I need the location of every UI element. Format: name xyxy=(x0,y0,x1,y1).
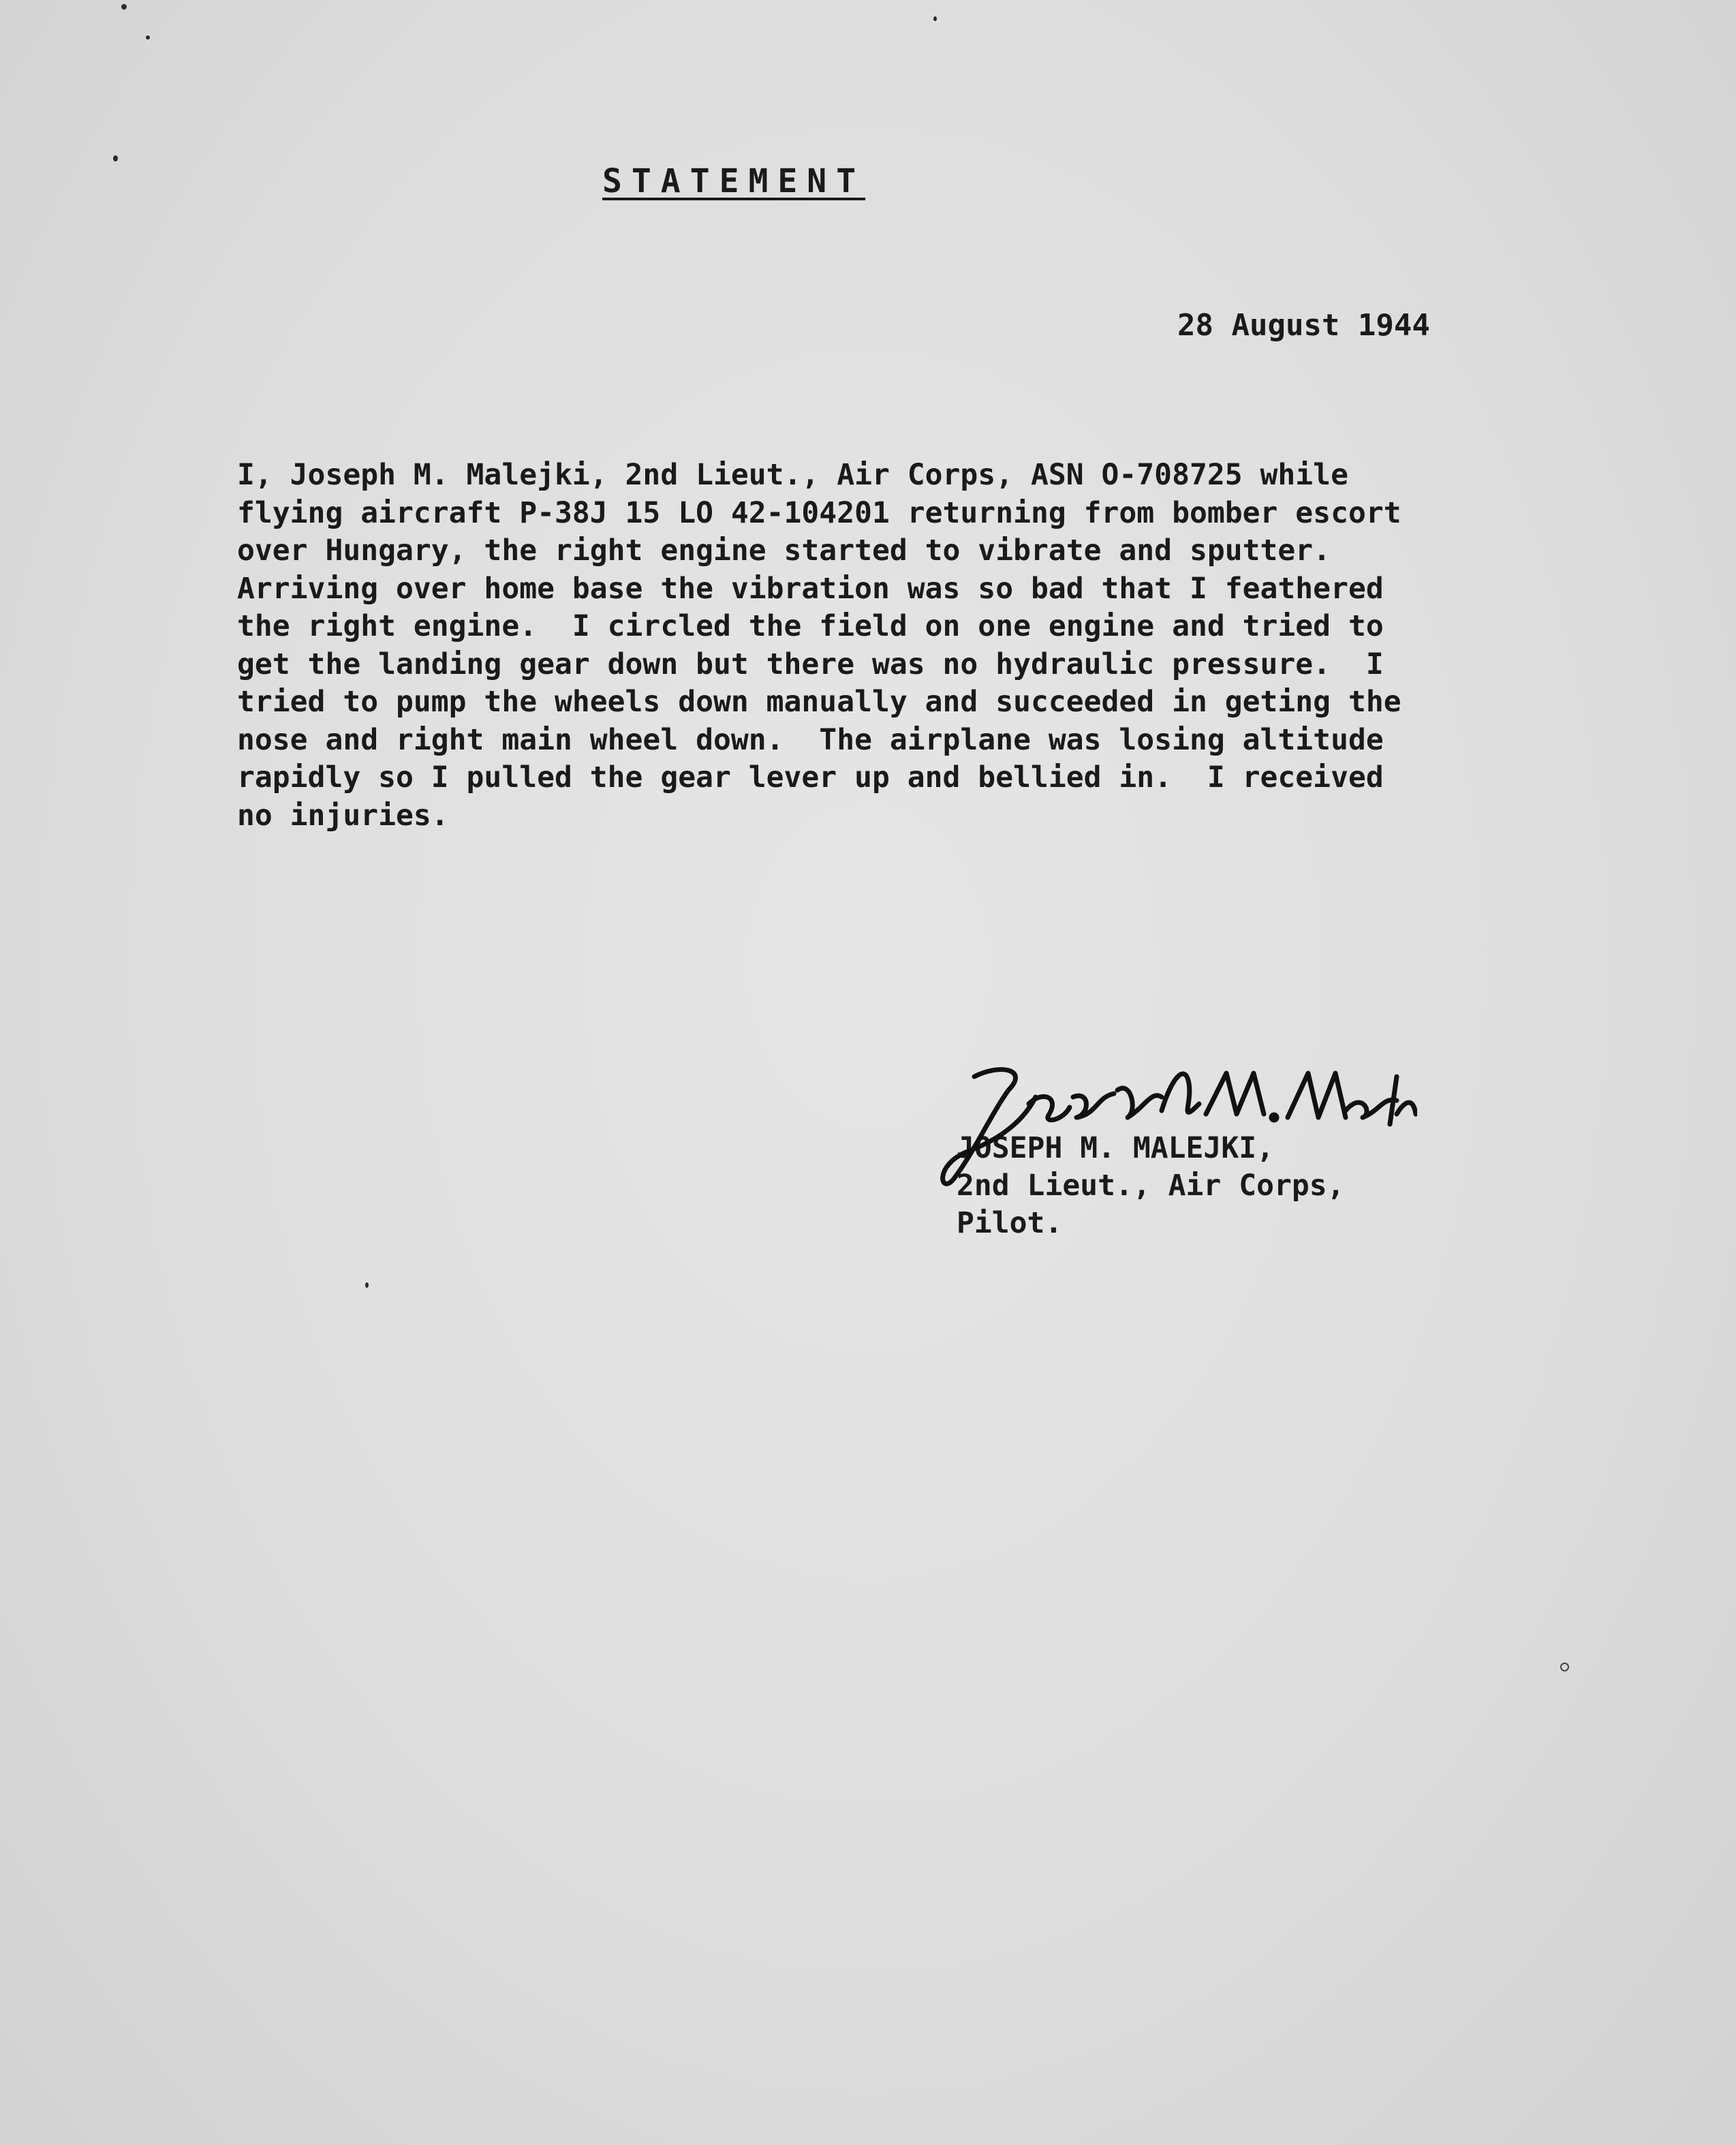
body-line: I, Joseph M. Malejki, 2nd Lieut., Air Corps, ASN O-708725 while xyxy=(237,458,1348,492)
paper-speck xyxy=(146,35,150,40)
body-line: nose and right main wheel down. The airplane was losing altitude xyxy=(237,722,1384,757)
body-line: get the landing gear down but there was no hydraulic pressure. I xyxy=(237,647,1384,681)
paper-speck xyxy=(1560,1663,1569,1671)
paper-speck xyxy=(113,155,118,161)
body-line: the right engine. I circled the field on one engine and tried to xyxy=(237,609,1384,643)
body-line: Arriving over home base the vibration was so bad that I feathered xyxy=(237,571,1384,606)
statement-date: 28 August 1944 xyxy=(1177,308,1430,343)
signer-name: JOSEPH M. MALEJKI, xyxy=(957,1131,1274,1165)
statement-body xyxy=(237,457,1401,835)
body-line: tried to pump the wheels down manually and succeeded in geting the xyxy=(237,685,1401,719)
signer-role: Pilot. xyxy=(957,1206,1063,1240)
signer-rank: 2nd Lieut., Air Corps, xyxy=(957,1169,1345,1203)
body-line: over Hungary, the right engine started to vibrate and sputter. xyxy=(237,534,1331,568)
handwritten-signature xyxy=(927,1049,1417,1199)
body-line: no injuries. xyxy=(237,798,449,833)
paper-speck xyxy=(365,1282,369,1288)
paper-speck xyxy=(933,16,937,21)
document-title: STATEMENT xyxy=(602,162,866,200)
paper-speck xyxy=(121,4,127,10)
body-line: flying aircraft P-38J 15 LO 42-104201 returning from bomber escort xyxy=(237,495,1401,530)
body-line: rapidly so I pulled the gear lever up and bellied in. I received xyxy=(237,760,1384,794)
